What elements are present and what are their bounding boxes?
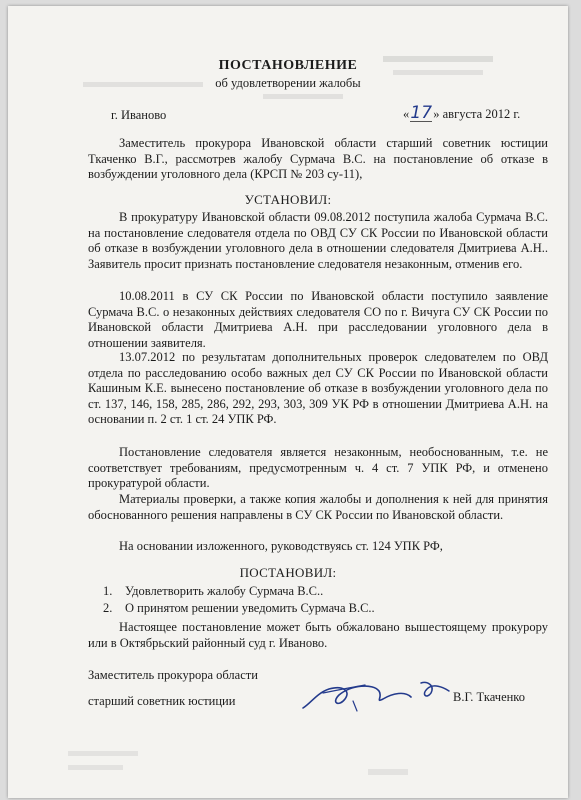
body-paragraph bbox=[88, 289, 548, 351]
paragraph-text: В прокуратуру Ивановской области 09.08.2012 поступила жалоба Сурмача В.С. на постановление следователя отдела по ОВД СУ СК России по Ивановской области об отказе в возбуждении уголовного дела в отношении следователя Дмитриева А.Н.. Заявитель просит признать постановление следователя незаконным, отменив его. bbox=[88, 210, 548, 271]
heading-established: УСТАНОВИЛ: bbox=[244, 192, 332, 207]
paragraph-text: 10.08.2011 в СУ СК России по Ивановской области поступило заявление Сурмача В.С. о незаконных действиях следователя СО по г. Вичуга СУ СК России по Ивановской области Дмитриева А.Н. при расследовании уголовного дела в отношении заявителя. bbox=[88, 289, 548, 350]
body-paragraph bbox=[88, 445, 548, 492]
signer-position-line-1: Заместитель прокурора области bbox=[88, 668, 258, 682]
body-paragraph bbox=[88, 492, 548, 523]
paragraph-text: Постановление следователя является незаконным, необоснованным, т.е. не соответствует требованиям, предусмотренным ч. 4 ст. 7 УПК РФ, и отменено прокуратурой области. bbox=[88, 445, 548, 490]
date-day-handwritten: 17 bbox=[410, 103, 433, 123]
handwritten-signature bbox=[293, 663, 458, 723]
signer-position-line-2: старший советник юстиции bbox=[88, 694, 236, 708]
show-through-marks-bottom bbox=[68, 741, 488, 791]
document-page bbox=[8, 6, 568, 798]
list-item bbox=[103, 600, 543, 617]
list-item bbox=[103, 583, 543, 600]
paragraph-text: 13.07.2012 по результатам дополнительных проверок следователем по ОВД отдела по расследованию особо важных дел СУ СК России по Ивановской области Кашиным К.Е. вынесено постановление об отказе в возбуждении уголовного дела по ст. 137, 146, 158, 285, 286, 292, 293, 303, 309 УК РФ в отношении Дмитриева А.Н. на основании п. 2 ст. 1 ст. 24 УПК РФ. bbox=[88, 350, 548, 426]
document-date bbox=[403, 105, 520, 122]
appeal-text: Настоящее постановление может быть обжаловано вышестоящему прокурору или в Октябрьский районный суд г. Иваново. bbox=[88, 620, 548, 650]
paragraph-text: Материалы проверки, а также копия жалобы и дополнения к ней для принятия обоснованного решения направлены в СУ СК России по Ивановской области. bbox=[88, 492, 548, 522]
list-item-text: Удовлетворить жалобу Сурмача В.С.. bbox=[125, 584, 324, 598]
list-item-text: О принятом решении уведомить Сурмача В.С.. bbox=[125, 600, 375, 615]
body-paragraph bbox=[88, 539, 548, 555]
document-sheet bbox=[8, 6, 568, 798]
appeal-paragraph bbox=[88, 620, 548, 651]
signer-name: В.Г. Ткаченко bbox=[453, 690, 525, 704]
document-title: ПОСТАНОВЛЕНИЕ bbox=[218, 58, 358, 73]
body-paragraph bbox=[88, 210, 548, 272]
body-paragraph bbox=[88, 350, 548, 428]
intro-paragraph bbox=[88, 136, 548, 183]
resolution-list bbox=[103, 583, 543, 616]
document-city: г. Иваново bbox=[111, 108, 167, 122]
date-suffix: » августа 2012 г. bbox=[433, 107, 521, 121]
document-subtitle: об удовлетворении жалобы bbox=[215, 76, 361, 90]
list-item-number: 2. bbox=[103, 600, 113, 615]
paragraph-text: На основании изложенного, руководствуясь ст. 124 УПК РФ, bbox=[119, 539, 443, 553]
intro-text: Заместитель прокурора Ивановской области старший советник юстиции Ткаченко В.Г., рассмотрев жалобу Сурмача В.С. на постановление об отказе в возбуждении уголовного дела (КРСП № 203 су-11), bbox=[88, 136, 548, 181]
list-item-number: 1. bbox=[103, 584, 113, 598]
date-prefix: « bbox=[403, 107, 410, 121]
heading-resolved: ПОСТАНОВИЛ: bbox=[239, 565, 337, 580]
